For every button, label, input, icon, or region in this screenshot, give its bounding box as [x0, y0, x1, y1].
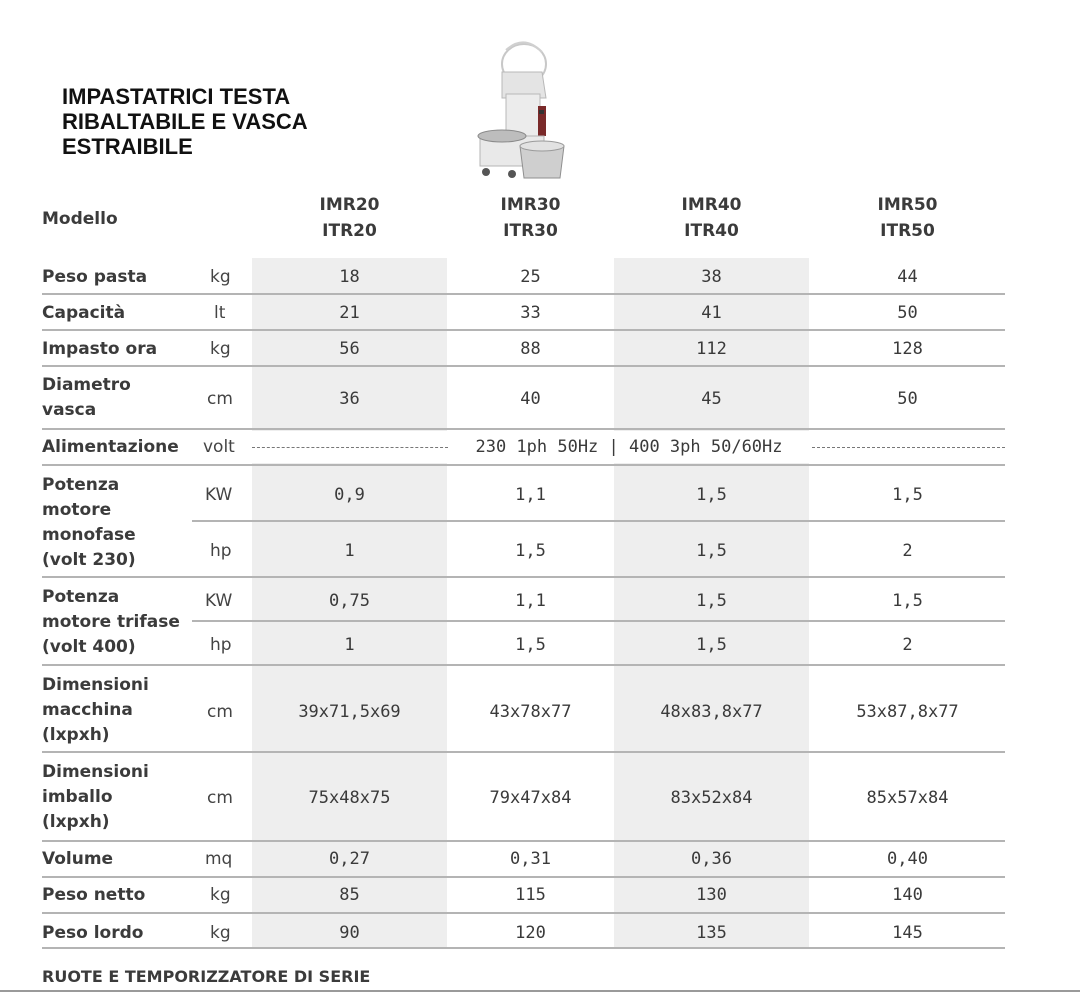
title-line: IMPASTATRICI TESTA	[62, 84, 291, 109]
row-label-motore-trifase: Potenza motore trifase (volt 400)	[42, 587, 180, 657]
value-cell: 128	[892, 339, 923, 359]
unit-label: volt	[203, 437, 235, 457]
value-cell: 1,5	[515, 635, 546, 655]
value-cell: 1,5	[696, 541, 727, 561]
value-cell: 33	[520, 303, 541, 323]
value-cell: 50	[897, 303, 918, 323]
value-cell: 1,5	[892, 485, 923, 505]
row-divider	[42, 751, 1005, 753]
unit-label: KW	[205, 485, 233, 505]
row-label-capacita: Capacità	[42, 303, 126, 323]
model-header: IMR20 ITR20	[319, 195, 380, 241]
unit-label: hp	[210, 541, 232, 561]
value-cell: 0,36	[691, 849, 732, 869]
row-divider	[42, 464, 1005, 466]
model-header: IMR30 ITR30	[500, 195, 561, 241]
value-cell: 83x52x84	[670, 788, 753, 808]
row-divider	[42, 576, 1005, 578]
value-cell: 1,5	[696, 635, 727, 655]
value-cell: 85	[339, 885, 360, 905]
value-cell: 120	[515, 923, 546, 943]
value-cell: 40	[520, 389, 541, 409]
value-cell: 75x48x75	[308, 788, 391, 808]
unit-label: mq	[205, 849, 233, 869]
value-cell: 1	[344, 635, 355, 655]
value-cell: 38	[701, 267, 722, 287]
value-cell: 1	[344, 541, 355, 561]
row-divider	[42, 428, 1005, 430]
bottom-rule	[0, 990, 1080, 992]
value-cell: 0,27	[329, 849, 370, 869]
value-cell: 53x87,8x77	[856, 702, 959, 722]
value-cell: 48x83,8x77	[660, 702, 763, 722]
value-cell: 44	[897, 267, 918, 287]
value-cell: 21	[339, 303, 360, 323]
value-cell: 1,1	[515, 485, 546, 505]
value-cell: 43x78x77	[489, 702, 572, 722]
row-label-alimentazione: Alimentazione	[42, 437, 179, 457]
value-cell: 88	[520, 339, 541, 359]
model-header: IMR40 ITR40	[681, 195, 742, 241]
footer-note: RUOTE E TEMPORIZZATORE DI SERIE	[42, 967, 371, 986]
value-cell: 90	[339, 923, 360, 943]
row-label-impasto-ora: Impasto ora	[42, 339, 158, 359]
row-divider	[42, 947, 1005, 949]
page-title	[62, 84, 422, 159]
value-cell: 145	[892, 923, 923, 943]
row-divider	[42, 912, 1005, 914]
title-line: RIBALTABILE E VASCA	[62, 109, 308, 134]
row-divider	[42, 293, 1005, 295]
value-cell: 1,5	[892, 591, 923, 611]
unit-label: hp	[210, 635, 232, 655]
value-cell: 2	[902, 541, 913, 561]
value-cell: 1,5	[515, 541, 546, 561]
value-cell: 112	[696, 339, 727, 359]
value-cell: 1,1	[515, 591, 546, 611]
row-label-peso-lordo: Peso lordo	[42, 923, 144, 943]
row-divider	[42, 664, 1005, 666]
unit-label: kg	[210, 339, 231, 359]
value-cell: 0,9	[334, 485, 365, 505]
row-divider	[42, 365, 1005, 367]
value-cell: 56	[339, 339, 360, 359]
value-cell: 135	[696, 923, 727, 943]
unit-label: cm	[207, 702, 233, 722]
value-cell: 1,5	[696, 591, 727, 611]
unit-label: kg	[210, 267, 231, 287]
header-label: Modello	[42, 209, 118, 229]
value-cell: 115	[515, 885, 546, 905]
unit-label: cm	[207, 389, 233, 409]
value-cell: 36	[339, 389, 360, 409]
value-cell: 45	[701, 389, 722, 409]
value-cell: 41	[701, 303, 722, 323]
value-cell: 130	[696, 885, 727, 905]
alimentazione-value: 230 1ph 50Hz | 400 3ph 50/60Hz	[475, 437, 783, 457]
dashed-leader-left	[252, 447, 448, 448]
value-cell: 0,31	[510, 849, 551, 869]
row-label-diametro: Diametro vasca	[42, 375, 131, 420]
row-divider	[42, 329, 1005, 331]
row-divider	[42, 840, 1005, 842]
value-cell: 79x47x84	[489, 788, 572, 808]
value-cell: 85x57x84	[866, 788, 949, 808]
row-label-peso-pasta: Peso pasta	[42, 267, 148, 287]
unit-label: cm	[207, 788, 233, 808]
value-cell: 140	[892, 885, 923, 905]
value-cell: 2	[902, 635, 913, 655]
row-label-dimensioni-imballo: Dimensioni imballo (lxpxh)	[42, 762, 149, 832]
row-label-motore-monofase: Potenza motore monofase (volt 230)	[42, 475, 136, 570]
mixer-product-image	[472, 36, 572, 181]
value-cell: 1,5	[696, 485, 727, 505]
title-line: ESTRAIBILE	[62, 134, 193, 159]
value-cell: 0,40	[887, 849, 928, 869]
unit-label: kg	[210, 923, 231, 943]
unit-label: lt	[214, 303, 226, 323]
unit-label: kg	[210, 885, 231, 905]
value-cell: 0,75	[329, 591, 370, 611]
dashed-leader-right	[812, 447, 1005, 448]
model-header: IMR50 ITR50	[877, 195, 938, 241]
value-cell: 50	[897, 389, 918, 409]
row-label-peso-netto: Peso netto	[42, 885, 146, 905]
row-label-volume: Volume	[42, 849, 114, 869]
value-cell: 18	[339, 267, 360, 287]
value-cell: 39x71,5x69	[298, 702, 401, 722]
row-divider	[192, 520, 1005, 522]
unit-label: KW	[205, 591, 233, 611]
value-cell: 25	[520, 267, 541, 287]
row-divider	[192, 620, 1005, 622]
row-label-dimensioni-macchina: Dimensioni macchina (lxpxh)	[42, 675, 149, 745]
row-divider	[42, 876, 1005, 878]
